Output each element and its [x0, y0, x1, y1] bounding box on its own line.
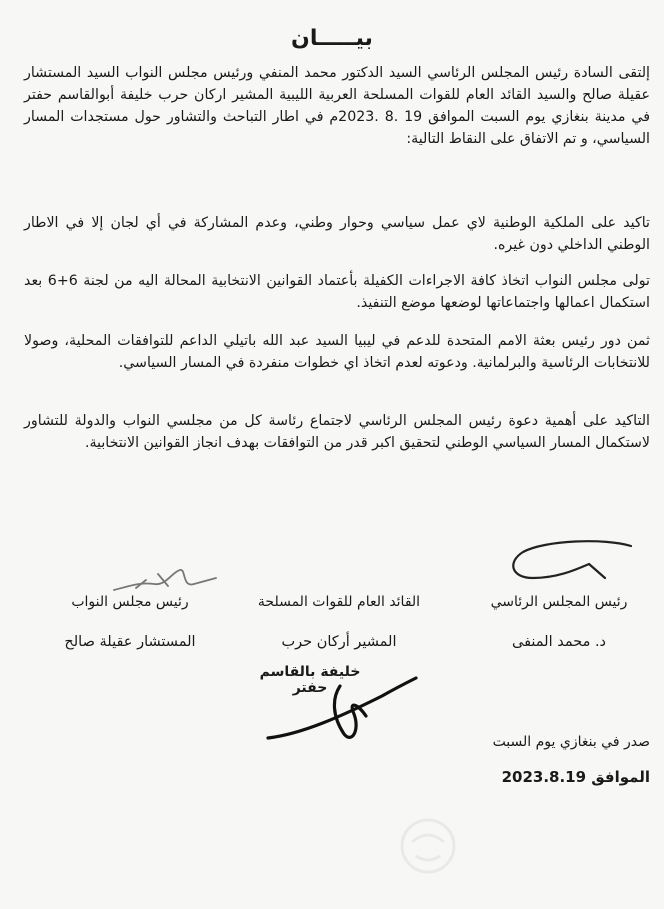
signatory-role: القائد العام للقوات المسلحة	[257, 594, 421, 610]
point-3-paragraph: ثمن دور رئيس بعثة الامم المتحدة للدعم في ليبيا السيد عبد الله باتيلي الداعم للتوافقات المحلية، وصولا للانتخابات الرئاسية والبرلمانية. ودعوته لعدم اتخاذ اي خطوات منفردة في المسار السياسي.	[24, 333, 650, 371]
issue-date-line: الموافق 2023.8.19	[501, 768, 650, 786]
signatory-role: رئيس مجلس النواب	[71, 594, 189, 610]
issue-place-line: صدر في بنغازي يوم السبت	[492, 734, 650, 750]
signatory-name: المشير أركان حرب	[281, 634, 397, 650]
presidential-council-signature	[505, 538, 645, 588]
point-4-paragraph: التاكيد على أهمية دعوة رئيس المجلس الرئاسي لاجتماع رئاسة كل من مجلسي النواب والدولة للتشاور لاستكمال المسار السياسي الوطني لتحقيق اكبر قدر من التوافقات بهدف انجاز القوانين الانتخابية.	[24, 413, 650, 451]
signatory-presidential-council	[474, 594, 644, 650]
signatory-role: رئيس المجلس الرئاسي	[490, 594, 628, 610]
issue-info	[493, 734, 650, 786]
signatory-parliament	[40, 594, 220, 650]
faded-watermark-logo	[396, 812, 460, 882]
signatory-name: المستشار عقيلة صالح	[64, 634, 196, 650]
signatory-armed-forces	[244, 594, 434, 650]
intro-paragraph: إلتقى السادة رئيس المجلس الرئاسي السيد الدكتور محمد المنفي ورئيس مجلس النواب السيد المستشار عقيلة صالح والسيد القائد العام للقوات المسلحة العربية الليبية المشير اركان حرب خليفة أبوالقاسم حفتر في مدينة بنغازي يوم السبت الموافق 19 .8 .2023م في اطار التباحث والتشاور حول مستجدات المسار السياسي، و تم الاتفاق على النقاط التالية:	[24, 65, 650, 147]
point-1-paragraph: تاكيد على الملكية الوطنية لاي عمل سياسي وحوار وطني، وعدم المشاركة في أي لجان إلا في الاطار الوطني الداخلي دون غيره.	[24, 215, 650, 253]
point-2-paragraph: تولى مجلس النواب اتخاذ كافة الاجراءات الكفيلة بأعتماد القوانين الانتخابية المحالة اليه من لجنة 6+6 بعد استكمال اعمالها واجتماعاتها لوضعها موضع التنفيذ.	[24, 273, 650, 311]
commander-full-name: خليفة بالقاسم حفتر	[259, 664, 361, 696]
parliament-speaker-signature	[110, 562, 220, 596]
signatory-name: د. محمد المنفى	[511, 634, 607, 650]
document-title: بيـــــان	[291, 26, 373, 51]
